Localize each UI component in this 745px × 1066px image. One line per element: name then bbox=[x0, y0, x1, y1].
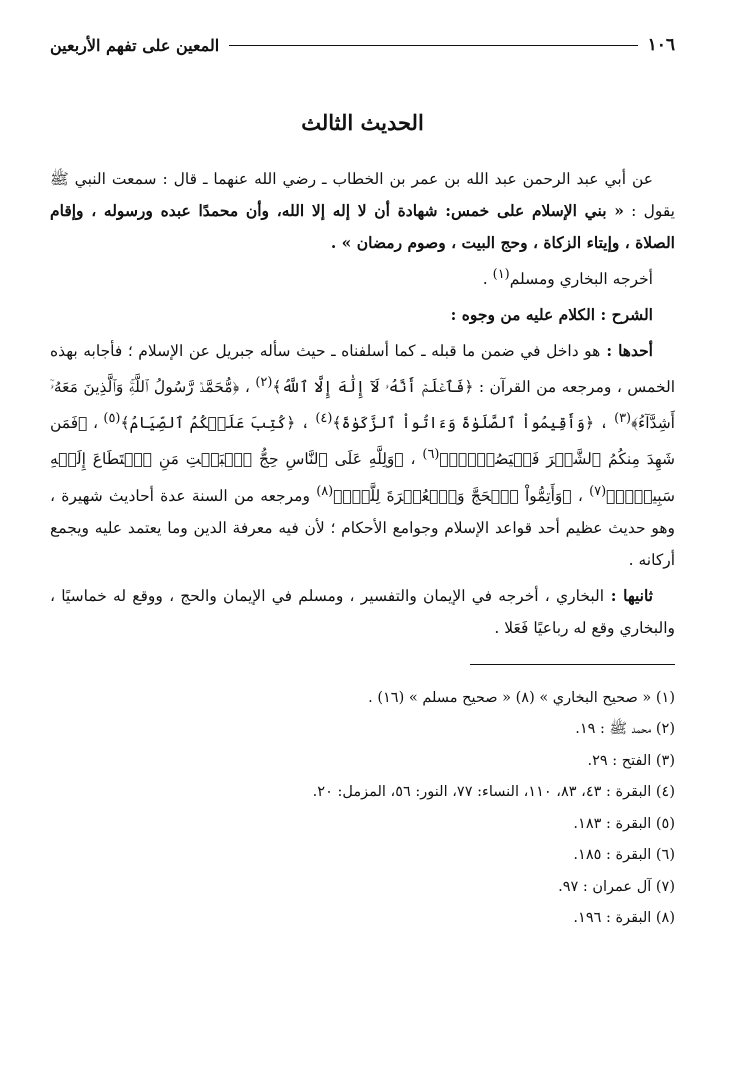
quran-verse-4: ، ﴿كُتِبَ عَلَيۡكُمُ ٱلصِّيَامُ﴾ bbox=[120, 414, 316, 433]
footnote-3: (٣) الفتح : ٢٩. bbox=[587, 752, 675, 769]
footnote-7: (٧) آل عمران : ٩٧. bbox=[558, 878, 675, 895]
footnote-ref-6: (٦) bbox=[422, 447, 440, 463]
first-point-paragraph bbox=[50, 335, 675, 576]
footnote-1: (١) « صحيح البخاري » (٨) « صحيح مسلم » (١٦) . bbox=[368, 689, 675, 706]
first-point-text: هو داخل في ضمن ما قبله ـ كما أسلفناه ـ حيث سأله جبريل عن الإسلام ؛ فأجابه بهذه الخمس ، ومرجعه من القرآن : bbox=[50, 342, 676, 397]
footnote-2: (٢) محمد ﷺ : ١٩. bbox=[575, 721, 675, 738]
footnote-ref-1: (١) bbox=[492, 267, 510, 282]
quran-verse-3: ، ﴿وَأَقِيمُواْ ٱلصَّلَوٰةَ وَءَاتُواْ ٱلزَّكَوٰةَ﴾ bbox=[332, 414, 615, 433]
quran-verse-7: ، ﴿وَأَتِمُّواْ ٱلۡحَجَّ وَٱلۡعُمۡرَةَ لِلَّهِۚ﴾ bbox=[333, 486, 590, 505]
footnote-ref-4: (٤) bbox=[315, 411, 333, 427]
footnote-ref-7: (٧) bbox=[589, 483, 607, 499]
quran-verse-1: ﴿فَٱعۡلَمۡ أَنَّهُۥ لَآ إِلَٰهَ إِلَّا ٱللَّهُ﴾ bbox=[272, 378, 474, 397]
footnotes bbox=[50, 683, 675, 935]
quran-verse-5: ، ﴿فَمَن شَهِدَ مِنكُمُ ٱلشَّهۡرَ فَلۡيَصُمۡهُۖ﴾ bbox=[50, 414, 675, 469]
book-page bbox=[50, 28, 675, 935]
page-number: ١٠٦ bbox=[647, 35, 675, 55]
book-title: المعين على تفهم الأربعين bbox=[50, 35, 220, 55]
main-text bbox=[50, 163, 675, 644]
quran-verse-2: ، ﴿مُّحَمَّدٞ رَّسُولُ ٱللَّهِۚ وَٱلَّذِينَ مَعَهُۥٓ أَشِدَّآءُ﴾ bbox=[50, 378, 675, 433]
source-end: . bbox=[482, 270, 493, 289]
footnote-ref-5: (٥) bbox=[103, 411, 121, 427]
hadith-text: « بني الإسلام على خمس: شهادة أن لا إله إلا الله، وأن محمدًا عبده ورسوله ، وإقام الصلاة ، وإيتاء الزكاة ، وحج البيت ، وصوم رمضان » . bbox=[50, 201, 675, 252]
second-point-text: البخاري ، أخرجه في الإيمان والتفسير ، ومسلم في الإيمان والحج ، ووقع له خماسيًا ، والبخاري وقع له رباعيًا فَعَلا . bbox=[50, 586, 675, 637]
section-title: الحديث الثالث bbox=[301, 110, 424, 135]
footnote-6: (٦) البقرة : ١٨٥. bbox=[573, 847, 675, 864]
footnote-separator bbox=[470, 664, 675, 665]
running-header bbox=[50, 28, 675, 62]
footnote-ref-3: (٣) bbox=[614, 411, 632, 427]
hadith-paragraph bbox=[50, 163, 675, 259]
header-rule bbox=[229, 45, 637, 46]
commentary-heading: الشرح : الكلام عليه من وجوه : bbox=[450, 305, 653, 325]
footnote-ref-2: (٢) bbox=[255, 375, 273, 391]
source-paragraph bbox=[50, 259, 675, 295]
second-point-label: ثانيها : bbox=[604, 585, 653, 605]
quran-verse-6: ، ﴿وَلِلَّهِ عَلَى ٱلنَّاسِ حِجُّ ٱلۡبَيۡتِ مَنِ ٱسۡتَطَاعَ إِلَيۡهِ سَبِيلٗاۚ﴾ bbox=[50, 450, 675, 505]
first-point-label: أحدها : bbox=[600, 341, 653, 361]
footnote-8: (٨) البقرة : ١٩٦. bbox=[573, 910, 675, 927]
footnote-ref-8: (٨) bbox=[316, 483, 334, 499]
hadith-intro: عن أبي عبد الرحمن عبد الله بن عمر بن الخطاب ـ رضي الله عنهما ـ قال : سمعت النبي ﷺ يقول : bbox=[50, 170, 675, 220]
first-point-text-end: ومرجعه من السنة عدة أحاديث شهيرة ، وهو حديث عظيم أحد قواعد الإسلام وجوامع الأحكام ؛ لأن فيه معرفة الدين وما يعتمد عليه ويجمع أركانه . bbox=[50, 486, 675, 569]
source-text: أخرجه البخاري ومسلم bbox=[509, 270, 653, 289]
footnote-4: (٤) البقرة : ٤٣، ٨٣، ١١٠، النساء: ٧٧، النور: ٥٦، المزمل: ٢٠. bbox=[312, 784, 675, 801]
footnote-5: (٥) البقرة : ١٨٣. bbox=[573, 815, 675, 832]
second-point-paragraph bbox=[50, 580, 675, 644]
